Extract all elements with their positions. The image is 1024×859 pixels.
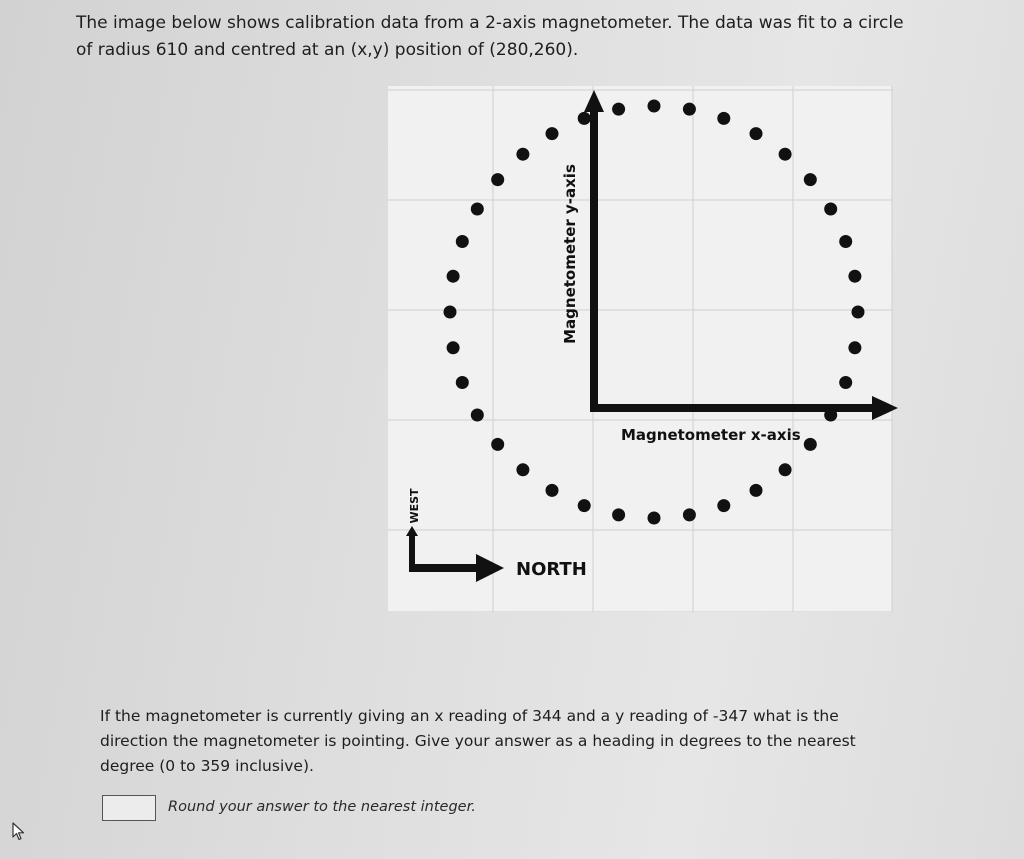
answer-input[interactable]	[102, 795, 156, 821]
x-axis-label: Magnetometer x-axis	[621, 426, 801, 444]
figure-panel	[388, 86, 892, 612]
calibration-point	[683, 103, 696, 116]
calibration-point	[750, 484, 763, 497]
calibration-point	[824, 203, 837, 216]
calibration-point	[491, 173, 504, 186]
intro-text	[76, 10, 956, 64]
calibration-point	[717, 112, 730, 125]
north-label: NORTH	[516, 559, 587, 580]
question-line-3: degree (0 to 359 inclusive).	[100, 757, 314, 775]
calibration-point	[578, 499, 591, 512]
calibration-point	[848, 341, 861, 354]
calibration-point	[447, 341, 460, 354]
calibration-point	[804, 173, 817, 186]
calibration-point	[491, 438, 504, 451]
calibration-point	[546, 127, 559, 140]
calibration-point	[683, 508, 696, 521]
calibration-point	[578, 112, 591, 125]
calibration-point	[750, 127, 763, 140]
calibration-point	[839, 376, 852, 389]
y-axis-label: Magnetometer y-axis	[561, 164, 579, 344]
answer-hint: Round your answer to the nearest integer.	[168, 799, 476, 815]
calibration-point	[471, 203, 484, 216]
calibration-point	[648, 100, 661, 113]
calibration-point	[456, 235, 469, 248]
calibration-point	[516, 148, 529, 161]
question-text	[100, 704, 920, 779]
intro-line-2: of radius 610 and centred at an (x,y) position of (280,260).	[76, 40, 579, 60]
calibration-point	[447, 270, 460, 283]
calibration-point	[839, 235, 852, 248]
calibration-point	[804, 438, 817, 451]
calibration-point	[546, 484, 559, 497]
mouse-pointer-icon	[12, 822, 26, 842]
calibration-point	[717, 499, 730, 512]
intro-line-1: The image below shows calibration data from a 2-axis magnetometer. The data was fit to a circle	[76, 13, 904, 33]
calibration-point	[848, 270, 861, 283]
calibration-point	[852, 306, 865, 319]
calibration-point	[444, 306, 457, 319]
calibration-point	[471, 409, 484, 422]
west-label: WEST	[408, 488, 421, 524]
calibration-point	[456, 376, 469, 389]
question-line-1: If the magnetometer is currently giving an x reading of 344 and a y reading of -347 what is the	[100, 707, 839, 725]
calibration-figure	[388, 86, 900, 612]
calibration-point	[516, 463, 529, 476]
calibration-point	[779, 463, 792, 476]
calibration-point	[779, 148, 792, 161]
calibration-point	[612, 103, 625, 116]
calibration-point	[612, 508, 625, 521]
question-line-2: direction the magnetometer is pointing. Give your answer as a heading in degrees to the nearest	[100, 732, 856, 750]
calibration-point	[648, 512, 661, 525]
